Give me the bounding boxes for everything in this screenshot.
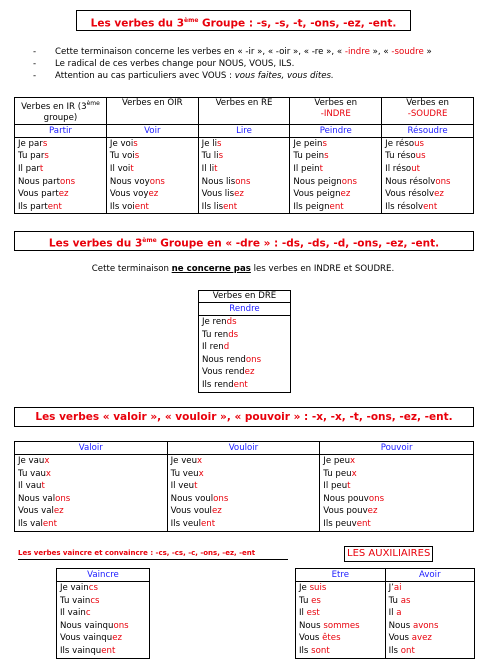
verb-ending: us xyxy=(414,138,425,149)
verb-ending: ent xyxy=(329,201,344,212)
conjugation-form xyxy=(293,176,378,189)
conjugation-form xyxy=(60,582,146,595)
verb-label: Voir xyxy=(106,124,198,137)
header-re: Verbes en RE xyxy=(198,98,290,125)
title-third-group: Les verbes du 3ème Groupe : -s, -s, -t, -ons, -ez, -ent. xyxy=(76,10,411,31)
verb-stem: Ils veul xyxy=(170,518,201,529)
verb-ending: ons xyxy=(213,493,229,504)
conjugation-form xyxy=(171,468,317,481)
verb-ending: ent xyxy=(423,201,438,212)
verb-ending: ent xyxy=(233,379,248,390)
rule-1: - Cette terminaison concerne les verbes en « -ir », « -oir », « -re », « -indre », « -soudre » xyxy=(55,46,475,58)
verb-ending: ez xyxy=(148,189,159,200)
verb-stem: Ils vainqu xyxy=(60,645,102,656)
verb-ending: suis xyxy=(309,583,327,593)
conjugation-form xyxy=(385,176,470,189)
verb-ending: sont xyxy=(311,645,330,656)
conjugation-form xyxy=(171,455,317,468)
verb-stem: Tu xyxy=(388,595,401,606)
conjugation-form xyxy=(202,341,287,354)
verb-ending: ent xyxy=(134,201,149,212)
verb-stem: Je par xyxy=(18,138,43,149)
verb-stem: Je vau xyxy=(18,456,45,466)
verb-label: Partir xyxy=(15,124,107,137)
verb-stem: Nous voy xyxy=(109,176,150,187)
verb-stem: Tu ren xyxy=(202,329,229,340)
verb-stem: J’ xyxy=(388,583,394,593)
conjugation-form xyxy=(323,505,470,518)
verb-stem: Tu vau xyxy=(18,468,46,479)
verb-stem: Il pein xyxy=(293,164,320,175)
conjugation-form xyxy=(323,468,470,481)
verb-ending: t xyxy=(347,481,351,492)
verb-label: Rendre xyxy=(199,303,291,316)
verb-stem: Nous résolv xyxy=(385,176,436,187)
verb-ending: cs xyxy=(90,595,100,606)
conjugation-cell xyxy=(15,137,107,214)
verb-stem: Tu réso xyxy=(385,151,416,162)
verb-ending: t xyxy=(41,481,45,492)
conjugation-form xyxy=(202,316,287,329)
verb-ending: t xyxy=(39,164,44,175)
verb-stem: Je pein xyxy=(293,138,323,149)
conjugation-form xyxy=(323,480,470,493)
verb-stem: Nous vainqu xyxy=(60,620,114,631)
conjugation-form xyxy=(18,201,103,214)
verb-stem: Je veu xyxy=(170,456,198,466)
conjugation-form xyxy=(389,607,471,620)
header-row xyxy=(15,98,474,125)
verb-stem: Vous rend xyxy=(202,367,245,378)
verb-ending: ons xyxy=(235,176,251,187)
verb-stem: Ils peuv xyxy=(323,518,357,529)
verb-ending: es xyxy=(311,595,321,606)
verb-ending: s xyxy=(44,151,49,162)
header-soudre: Verbes en -SOUDRE xyxy=(382,98,474,125)
conjugation-form xyxy=(385,188,470,201)
verb-ending: ez xyxy=(211,506,222,517)
verb-stem: Ils part xyxy=(18,201,48,212)
conjugation-form xyxy=(299,607,382,620)
verb-stem: Vous voy xyxy=(109,189,149,200)
verb-stem: Vous pouv xyxy=(323,506,368,517)
conjugation-form xyxy=(60,645,146,658)
verb-stem: Il vau xyxy=(18,481,42,492)
verb-stem: Nous val xyxy=(18,493,56,504)
conjugation-form xyxy=(202,379,287,392)
conjugation-form xyxy=(293,188,378,201)
verb-stem: Je li xyxy=(201,138,218,149)
verb-stem: Vous lis xyxy=(201,189,235,200)
conjugation-form xyxy=(299,632,382,645)
verb-ending: ons xyxy=(113,620,129,631)
conjugation-cell xyxy=(198,137,290,214)
title-vaincre: Les verbes vaincre et convaincre : -cs, -cs, -c, -ons, -ez, -ent xyxy=(18,547,288,560)
rules-list xyxy=(55,46,475,82)
verb-stem: Ils xyxy=(299,645,312,656)
verb-stem: Vous xyxy=(299,633,323,644)
conjugation-form xyxy=(385,163,470,176)
conjugation-form xyxy=(389,645,471,658)
verb-ending: ez xyxy=(340,189,351,200)
verb-stem: Vous peign xyxy=(293,189,341,200)
conjugation-form xyxy=(60,607,146,620)
conjugation-form xyxy=(18,493,164,506)
verb-stem: Vous voul xyxy=(170,506,212,517)
verb-ending: ez xyxy=(112,633,123,644)
conjugation-table-auxiliaires xyxy=(295,568,475,659)
verb-ending: ons xyxy=(245,354,262,365)
verb-label: Lire xyxy=(198,124,290,137)
verb-ending: ez xyxy=(244,367,255,378)
verb-stem: Il vain xyxy=(60,608,86,619)
conjugation-cell xyxy=(167,455,320,532)
conjugation-form xyxy=(60,595,146,608)
conjugation-cell xyxy=(385,582,474,659)
verb-ending: s xyxy=(133,138,138,149)
verb-stem: Nous peign xyxy=(293,176,342,187)
verb-label: Valoir xyxy=(15,442,168,455)
verb-stem: Je vain xyxy=(60,583,89,593)
verb-stem: Ils résolv xyxy=(385,201,424,212)
verb-label: Pouvoir xyxy=(320,442,474,455)
conjugation-cell xyxy=(199,316,291,393)
conjugation-form xyxy=(385,150,470,163)
verb-ending: t xyxy=(130,164,134,175)
conjugation-form xyxy=(110,176,195,189)
verb-ending: ds xyxy=(228,329,239,340)
verb-stem: Ils rend xyxy=(202,379,234,390)
verb-ending: t xyxy=(319,164,323,175)
verb-ending: ons xyxy=(341,176,357,187)
verb-stem: Il peu xyxy=(323,481,348,492)
verb-label: Vouloir xyxy=(167,442,320,455)
verb-stem: Ils lis xyxy=(201,201,224,212)
conjugation-form xyxy=(202,329,287,342)
conjugation-form xyxy=(18,480,164,493)
verb-stem: Nous lis xyxy=(201,176,236,187)
verb-ending: x xyxy=(45,468,52,479)
verb-ending: s xyxy=(42,138,48,149)
verb-ending: ent xyxy=(223,201,238,212)
verb-ending: s xyxy=(324,151,329,162)
conjugation-form xyxy=(18,518,164,531)
conjugation-form xyxy=(389,582,471,595)
verb-stem: Il li xyxy=(201,164,215,175)
conjugation-form xyxy=(202,138,287,151)
verb-ending: ut xyxy=(411,164,421,175)
verb-stem: Nous xyxy=(299,620,324,631)
verb-stem: Tu vain xyxy=(60,595,91,606)
conjugation-form xyxy=(171,505,317,518)
conjugation-cell xyxy=(296,582,386,659)
verb-stem: Tu xyxy=(299,595,312,606)
verb-ending: ons xyxy=(368,493,385,504)
verb-stem: Ils val xyxy=(18,518,43,529)
conjugation-form xyxy=(18,505,164,518)
conjugation-form xyxy=(293,163,378,176)
verb-label: Peindre xyxy=(290,124,382,137)
conjugation-form xyxy=(385,138,470,151)
conjugation-cell xyxy=(290,137,382,214)
verb-ending: c xyxy=(85,608,91,619)
verb-stem: Je peu xyxy=(323,456,351,466)
verb-stem: Il par xyxy=(18,164,40,175)
verb-stem: Il xyxy=(299,608,307,619)
header-indre: Verbes en -INDRE xyxy=(290,98,382,125)
verb-stem: Ils voi xyxy=(109,201,135,212)
header-oir: Verbes en OIR xyxy=(106,98,198,125)
conjugation-row xyxy=(15,137,474,214)
conjugation-table-vaincre xyxy=(56,568,150,659)
conjugation-form xyxy=(323,518,470,531)
verb-ending: s xyxy=(218,151,224,162)
verb-label: Vaincre xyxy=(57,569,150,582)
verb-stem: Vous résolv xyxy=(385,189,435,200)
verb-stem: Vous part xyxy=(18,189,59,200)
verb-ending: t xyxy=(194,481,198,492)
conjugation-cell xyxy=(320,455,474,532)
verb-ending: ons xyxy=(59,176,76,187)
conjugation-cell xyxy=(15,455,168,532)
verb-stem: Il veu xyxy=(170,481,195,492)
verb-ending: as xyxy=(400,595,411,606)
verb-ending: d xyxy=(223,342,230,353)
conjugation-form xyxy=(110,163,195,176)
verb-ending: cs xyxy=(88,583,98,593)
conjugation-cell xyxy=(106,137,198,214)
verb-stem: Vous xyxy=(388,633,412,644)
verb-stem: Je ren xyxy=(202,317,227,327)
verb-ending: x xyxy=(44,456,50,466)
verb-ending: ez xyxy=(58,189,69,200)
verb-ending: x xyxy=(198,468,204,479)
conjugation-form xyxy=(299,595,382,608)
verb-stem: Il ren xyxy=(202,342,224,353)
conjugation-form xyxy=(202,150,287,163)
verb-stem: Il voi xyxy=(109,164,131,175)
conjugation-form xyxy=(202,188,287,201)
verb-ending: ds xyxy=(226,317,237,327)
verb-stem: Nous part xyxy=(18,176,60,187)
verb-stem: Tu peu xyxy=(323,468,352,479)
conjugation-form xyxy=(299,620,382,633)
conjugation-form xyxy=(18,188,103,201)
verb-stem: Tu veu xyxy=(170,468,199,479)
conjugation-form xyxy=(171,493,317,506)
conjugation-form xyxy=(110,150,195,163)
verb-ending: a xyxy=(396,608,402,619)
conjugation-form xyxy=(171,480,317,493)
verb-stem: Nous pouv xyxy=(323,493,369,504)
conjugation-form xyxy=(60,620,146,633)
verb-stem: Ils peign xyxy=(293,201,330,212)
verb-label: Avoir xyxy=(385,569,474,582)
conjugation-form xyxy=(18,176,103,189)
verb-ending: ons xyxy=(149,176,165,187)
conjugation-form xyxy=(18,150,103,163)
verb-label: Résoudre xyxy=(382,124,474,137)
verb-ending: avez xyxy=(411,633,432,644)
verb-ending: ez xyxy=(367,506,378,517)
verb-stem: Il xyxy=(388,608,397,619)
verb-stem: Vous val xyxy=(18,506,54,517)
conjugation-form xyxy=(202,354,287,367)
verb-label-row xyxy=(15,124,474,137)
verb-ending: ez xyxy=(434,189,444,200)
verb-ending: ons xyxy=(55,493,71,504)
verb-ending: ent xyxy=(47,201,62,212)
verb-ending: x xyxy=(197,456,203,466)
title-dre-group: Les verbes du 3ème Groupe en « -dre » : -ds, -ds, -d, -ons, -ez, -ent. xyxy=(14,231,474,251)
conjugation-form xyxy=(110,138,195,151)
verb-ending: ent xyxy=(101,645,116,656)
verb-stem: Tu pein xyxy=(293,151,325,162)
dre-note: Cette terminaison ne concerne pas les verbes en INDRE et SOUDRE. xyxy=(91,264,395,274)
verb-stem: Nous voul xyxy=(170,493,214,504)
verb-stem: Tu par xyxy=(18,151,45,162)
conjugation-cell xyxy=(57,582,150,659)
conjugation-form xyxy=(202,163,287,176)
verb-ending: ez xyxy=(53,506,64,517)
conjugation-form xyxy=(18,163,103,176)
conjugation-form xyxy=(299,645,382,658)
conjugation-form xyxy=(18,455,164,468)
verb-stem: Tu li xyxy=(201,151,219,162)
conjugation-form xyxy=(293,150,378,163)
verb-ending: ont xyxy=(400,645,415,656)
verb-ending: s xyxy=(322,138,327,149)
conjugation-form xyxy=(60,632,146,645)
conjugation-form xyxy=(110,188,195,201)
conjugation-form xyxy=(293,201,378,214)
verb-stem: Vous vainqu xyxy=(60,633,113,644)
conjugation-form xyxy=(323,455,470,468)
verb-ending: x xyxy=(350,456,356,466)
verb-ending: est xyxy=(306,608,320,619)
verb-stem: Nous xyxy=(388,620,413,631)
verb-ending: ent xyxy=(356,518,371,529)
title-auxiliaires: LES AUXILIAIRES xyxy=(344,546,433,562)
conjugation-form xyxy=(110,201,195,214)
verb-stem: Il réso xyxy=(385,164,412,175)
verb-stem: Tu voi xyxy=(109,151,135,162)
verb-ending: avons xyxy=(412,620,439,631)
verb-ending: ent xyxy=(42,518,57,529)
conjugation-form xyxy=(202,176,287,189)
conjugation-form xyxy=(18,468,164,481)
verb-ending: s xyxy=(134,151,140,162)
conjugation-form xyxy=(389,620,471,633)
conjugation-form xyxy=(323,493,470,506)
verb-ending: x xyxy=(351,468,357,479)
conjugation-form xyxy=(202,366,287,379)
verb-ending: us xyxy=(415,151,426,162)
verb-ending: ai xyxy=(393,583,402,593)
verb-stem: Je réso xyxy=(385,138,415,149)
conjugation-table-dre xyxy=(198,290,291,393)
conjugation-form xyxy=(18,138,103,151)
verb-ending: ons xyxy=(435,176,451,187)
header-ir: Verbes en IR (3ème groupe) xyxy=(15,98,107,125)
conjugation-form xyxy=(293,138,378,151)
verb-ending: ez xyxy=(234,189,244,200)
verb-ending: êtes xyxy=(322,633,341,644)
conjugation-form xyxy=(171,518,317,531)
verb-label: Etre xyxy=(296,569,386,582)
conjugation-form xyxy=(389,632,471,645)
verb-stem: Ils xyxy=(388,645,401,656)
conjugation-table-main xyxy=(14,97,474,214)
conjugation-form xyxy=(389,595,471,608)
header-dre: Verbes en DRE xyxy=(199,291,291,303)
verb-stem: Je xyxy=(299,583,310,593)
conjugation-form xyxy=(202,201,287,214)
conjugation-form xyxy=(385,201,470,214)
rule-3: - Attention au cas particuliers avec VOUS : vous faites, vous dites. xyxy=(55,70,475,82)
conjugation-form xyxy=(299,582,382,595)
conjugation-table-valoir xyxy=(14,441,474,532)
conjugation-cell xyxy=(382,137,474,214)
verb-stem: Nous rend xyxy=(202,354,246,365)
title-valoir-group: Les verbes « valoir », « vouloir », « pouvoir » : -x, -x, -t, -ons, -ez, -ent. xyxy=(14,407,474,427)
rule-2: - Le radical de ces verbes change pour NOUS, VOUS, ILS. xyxy=(55,58,475,70)
verb-ending: sommes xyxy=(323,620,360,631)
verb-ending: ent xyxy=(200,518,216,529)
verb-ending: s xyxy=(217,138,222,149)
verb-ending: t xyxy=(214,164,218,175)
verb-stem: Je voi xyxy=(109,138,134,149)
